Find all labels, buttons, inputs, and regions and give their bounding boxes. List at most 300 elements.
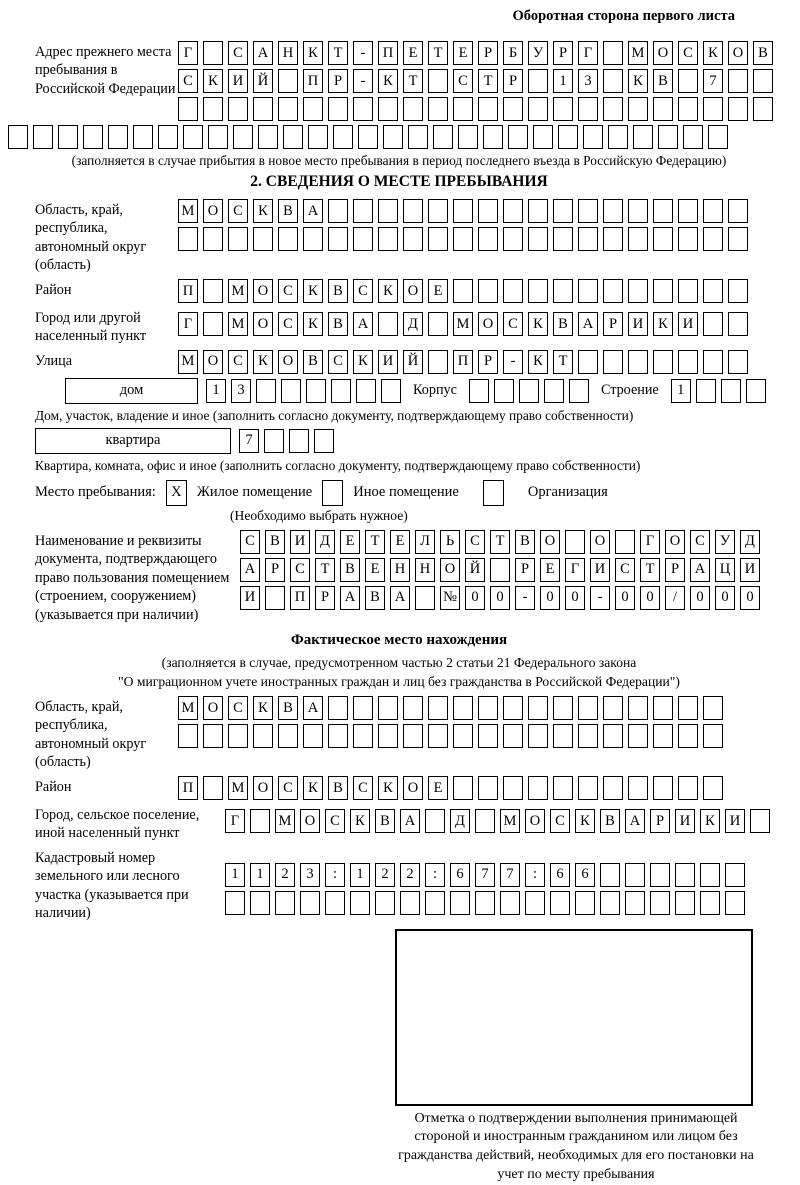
char-cell[interactable]: Г [565, 558, 585, 582]
char-cell[interactable]: К [253, 199, 273, 223]
char-cell[interactable]: П [178, 776, 198, 800]
char-cell[interactable] [478, 776, 498, 800]
char-cell[interactable] [578, 696, 598, 720]
char-cell[interactable] [478, 199, 498, 223]
char-cell[interactable]: С [615, 558, 635, 582]
char-cell[interactable] [653, 724, 673, 748]
char-cell[interactable] [278, 724, 298, 748]
char-cell[interactable]: В [340, 558, 360, 582]
char-cell[interactable] [265, 586, 285, 610]
char-cell[interactable]: А [303, 199, 323, 223]
char-cell[interactable] [490, 558, 510, 582]
char-cell[interactable] [428, 227, 448, 251]
char-cell[interactable]: Т [328, 41, 348, 65]
char-cell[interactable] [628, 227, 648, 251]
char-cell[interactable]: 2 [400, 863, 420, 887]
char-cell[interactable] [503, 776, 523, 800]
char-cell[interactable] [303, 97, 323, 121]
char-cell[interactable] [678, 350, 698, 374]
char-cell[interactable] [478, 696, 498, 720]
char-cell[interactable] [603, 724, 623, 748]
char-cell[interactable] [675, 891, 695, 915]
char-cell[interactable] [628, 776, 648, 800]
char-cell[interactable] [575, 891, 595, 915]
char-cell[interactable]: И [590, 558, 610, 582]
char-cell[interactable]: К [528, 312, 548, 336]
char-cell[interactable]: М [178, 350, 198, 374]
char-cell[interactable]: 0 [490, 586, 510, 610]
char-cell[interactable]: К [628, 69, 648, 93]
char-cell[interactable] [578, 279, 598, 303]
char-cell[interactable]: П [178, 279, 198, 303]
char-cell[interactable]: / [665, 586, 685, 610]
char-cell[interactable]: 3 [231, 379, 251, 403]
char-cell[interactable] [253, 724, 273, 748]
char-cell[interactable] [203, 279, 223, 303]
char-cell[interactable] [425, 891, 445, 915]
char-cell[interactable]: С [278, 312, 298, 336]
char-cell[interactable]: О [665, 530, 685, 554]
char-cell[interactable]: В [600, 809, 620, 833]
char-cell[interactable] [453, 97, 473, 121]
char-cell[interactable] [528, 696, 548, 720]
char-cell[interactable] [753, 97, 773, 121]
char-cell[interactable]: 0 [565, 586, 585, 610]
char-cell[interactable] [228, 724, 248, 748]
char-cell[interactable] [256, 379, 276, 403]
char-cell[interactable]: Н [278, 41, 298, 65]
char-cell[interactable] [653, 776, 673, 800]
char-cell[interactable]: : [325, 863, 345, 887]
char-cell[interactable]: Н [390, 558, 410, 582]
char-cell[interactable]: М [628, 41, 648, 65]
char-cell[interactable] [753, 69, 773, 93]
char-cell[interactable] [178, 724, 198, 748]
char-cell[interactable] [203, 312, 223, 336]
char-cell[interactable]: Е [390, 530, 410, 554]
char-cell[interactable]: С [465, 530, 485, 554]
char-cell[interactable]: Г [178, 41, 198, 65]
char-cell[interactable]: О [403, 776, 423, 800]
char-cell[interactable] [725, 891, 745, 915]
char-cell[interactable] [403, 724, 423, 748]
char-cell[interactable]: В [303, 350, 323, 374]
char-cell[interactable]: 0 [615, 586, 635, 610]
char-cell[interactable]: К [378, 279, 398, 303]
char-cell[interactable]: Ь [440, 530, 460, 554]
char-cell[interactable] [550, 891, 570, 915]
char-cell[interactable] [703, 776, 723, 800]
char-cell[interactable]: О [403, 279, 423, 303]
char-cell[interactable] [528, 69, 548, 93]
char-cell[interactable] [703, 279, 723, 303]
char-cell[interactable] [653, 227, 673, 251]
char-cell[interactable] [353, 227, 373, 251]
char-cell[interactable] [428, 199, 448, 223]
char-cell[interactable]: Г [578, 41, 598, 65]
char-cell[interactable] [300, 891, 320, 915]
char-cell[interactable] [678, 279, 698, 303]
char-cell[interactable] [653, 350, 673, 374]
char-cell[interactable]: Г [178, 312, 198, 336]
char-cell[interactable]: О [203, 696, 223, 720]
char-cell[interactable] [458, 125, 478, 149]
char-cell[interactable]: С [228, 696, 248, 720]
char-cell[interactable]: - [590, 586, 610, 610]
char-cell[interactable] [333, 125, 353, 149]
char-cell[interactable] [728, 279, 748, 303]
char-cell[interactable] [600, 891, 620, 915]
char-cell[interactable] [578, 199, 598, 223]
char-cell[interactable]: А [340, 586, 360, 610]
char-cell[interactable]: О [440, 558, 460, 582]
char-cell[interactable] [678, 97, 698, 121]
char-cell[interactable]: А [625, 809, 645, 833]
checkbox-zhiloe[interactable]: X [166, 480, 187, 506]
char-cell[interactable]: С [278, 776, 298, 800]
char-cell[interactable] [308, 125, 328, 149]
char-cell[interactable] [603, 227, 623, 251]
char-cell[interactable]: Б [503, 41, 523, 65]
char-cell[interactable] [428, 696, 448, 720]
char-cell[interactable] [306, 379, 326, 403]
char-cell[interactable] [633, 125, 653, 149]
char-cell[interactable]: О [278, 350, 298, 374]
char-cell[interactable]: 6 [575, 863, 595, 887]
char-cell[interactable] [378, 97, 398, 121]
char-cell[interactable] [378, 724, 398, 748]
char-cell[interactable]: С [228, 199, 248, 223]
char-cell[interactable] [628, 350, 648, 374]
char-cell[interactable]: 0 [740, 586, 760, 610]
char-cell[interactable] [228, 97, 248, 121]
char-cell[interactable]: 1 [206, 379, 226, 403]
char-cell[interactable] [478, 97, 498, 121]
char-cell[interactable]: Е [403, 41, 423, 65]
char-cell[interactable] [565, 530, 585, 554]
char-cell[interactable]: С [178, 69, 198, 93]
char-cell[interactable] [283, 125, 303, 149]
char-cell[interactable] [253, 227, 273, 251]
char-cell[interactable] [328, 724, 348, 748]
char-cell[interactable] [703, 227, 723, 251]
char-cell[interactable] [453, 776, 473, 800]
char-cell[interactable] [353, 696, 373, 720]
char-cell[interactable] [469, 379, 489, 403]
char-cell[interactable]: Е [340, 530, 360, 554]
char-cell[interactable] [528, 227, 548, 251]
char-cell[interactable] [678, 696, 698, 720]
char-cell[interactable]: В [653, 69, 673, 93]
char-cell[interactable] [533, 125, 553, 149]
char-cell[interactable]: И [228, 69, 248, 93]
char-cell[interactable]: - [515, 586, 535, 610]
char-cell[interactable] [453, 227, 473, 251]
char-cell[interactable] [253, 97, 273, 121]
char-cell[interactable]: Д [740, 530, 760, 554]
char-cell[interactable]: : [525, 863, 545, 887]
char-cell[interactable] [628, 724, 648, 748]
char-cell[interactable]: № [440, 586, 460, 610]
char-cell[interactable]: Т [640, 558, 660, 582]
char-cell[interactable]: О [653, 41, 673, 65]
char-cell[interactable] [428, 724, 448, 748]
char-cell[interactable] [678, 724, 698, 748]
char-cell[interactable] [328, 199, 348, 223]
char-cell[interactable]: 1 [553, 69, 573, 93]
char-cell[interactable] [353, 724, 373, 748]
char-cell[interactable] [603, 776, 623, 800]
char-cell[interactable] [8, 125, 28, 149]
char-cell[interactable] [703, 696, 723, 720]
char-cell[interactable]: Р [328, 69, 348, 93]
char-cell[interactable] [721, 379, 741, 403]
char-cell[interactable]: Н [415, 558, 435, 582]
char-cell[interactable] [746, 379, 766, 403]
char-cell[interactable]: 0 [640, 586, 660, 610]
char-cell[interactable]: О [525, 809, 545, 833]
char-cell[interactable]: К [350, 809, 370, 833]
char-cell[interactable]: - [353, 41, 373, 65]
char-cell[interactable]: 2 [375, 863, 395, 887]
char-cell[interactable] [403, 696, 423, 720]
char-cell[interactable] [178, 97, 198, 121]
char-cell[interactable] [703, 312, 723, 336]
char-cell[interactable] [728, 227, 748, 251]
char-cell[interactable] [700, 863, 720, 887]
char-cell[interactable] [578, 724, 598, 748]
char-cell[interactable] [178, 227, 198, 251]
char-cell[interactable] [628, 97, 648, 121]
char-cell[interactable]: 3 [578, 69, 598, 93]
char-cell[interactable]: А [253, 41, 273, 65]
char-cell[interactable]: К [353, 350, 373, 374]
char-cell[interactable] [615, 530, 635, 554]
char-cell[interactable]: К [303, 279, 323, 303]
char-cell[interactable] [358, 125, 378, 149]
char-cell[interactable] [278, 97, 298, 121]
char-cell[interactable] [728, 69, 748, 93]
char-cell[interactable] [525, 891, 545, 915]
char-cell[interactable] [678, 69, 698, 93]
char-cell[interactable] [328, 227, 348, 251]
char-cell[interactable] [378, 199, 398, 223]
char-cell[interactable] [696, 379, 716, 403]
char-cell[interactable]: А [240, 558, 260, 582]
char-cell[interactable]: О [253, 312, 273, 336]
char-cell[interactable]: С [325, 809, 345, 833]
char-cell[interactable] [328, 696, 348, 720]
char-cell[interactable]: О [590, 530, 610, 554]
char-cell[interactable] [203, 97, 223, 121]
char-cell[interactable]: М [178, 696, 198, 720]
char-cell[interactable]: У [715, 530, 735, 554]
char-cell[interactable] [625, 863, 645, 887]
char-cell[interactable] [378, 227, 398, 251]
char-cell[interactable] [528, 97, 548, 121]
char-cell[interactable] [208, 125, 228, 149]
char-cell[interactable]: Л [415, 530, 435, 554]
char-cell[interactable]: С [240, 530, 260, 554]
char-cell[interactable] [453, 279, 473, 303]
char-cell[interactable] [183, 125, 203, 149]
char-cell[interactable] [628, 696, 648, 720]
char-cell[interactable]: О [478, 312, 498, 336]
char-cell[interactable]: А [578, 312, 598, 336]
char-cell[interactable] [658, 125, 678, 149]
char-cell[interactable]: А [390, 586, 410, 610]
char-cell[interactable]: Д [403, 312, 423, 336]
char-cell[interactable] [653, 279, 673, 303]
char-cell[interactable] [528, 724, 548, 748]
char-cell[interactable]: У [528, 41, 548, 65]
char-cell[interactable] [428, 312, 448, 336]
char-cell[interactable] [250, 809, 270, 833]
char-cell[interactable] [700, 891, 720, 915]
char-cell[interactable]: 1 [671, 379, 691, 403]
char-cell[interactable] [450, 891, 470, 915]
char-cell[interactable] [478, 227, 498, 251]
char-cell[interactable] [378, 312, 398, 336]
char-cell[interactable]: В [515, 530, 535, 554]
char-cell[interactable] [553, 97, 573, 121]
char-cell[interactable] [428, 350, 448, 374]
char-cell[interactable]: С [503, 312, 523, 336]
char-cell[interactable] [33, 125, 53, 149]
char-cell[interactable] [381, 379, 401, 403]
char-cell[interactable] [403, 97, 423, 121]
char-cell[interactable] [703, 199, 723, 223]
char-cell[interactable] [703, 97, 723, 121]
char-cell[interactable] [728, 350, 748, 374]
char-cell[interactable] [678, 227, 698, 251]
char-cell[interactable] [203, 227, 223, 251]
char-cell[interactable] [703, 350, 723, 374]
char-cell[interactable] [478, 724, 498, 748]
char-cell[interactable]: Р [265, 558, 285, 582]
char-cell[interactable] [453, 696, 473, 720]
char-cell[interactable]: С [228, 350, 248, 374]
char-cell[interactable]: 7 [239, 429, 259, 453]
char-cell[interactable] [233, 125, 253, 149]
char-cell[interactable] [314, 429, 334, 453]
char-cell[interactable]: 7 [500, 863, 520, 887]
char-cell[interactable]: 1 [225, 863, 245, 887]
char-cell[interactable]: 7 [475, 863, 495, 887]
char-cell[interactable]: Е [540, 558, 560, 582]
char-cell[interactable] [728, 97, 748, 121]
char-cell[interactable]: В [328, 776, 348, 800]
char-cell[interactable] [544, 379, 564, 403]
char-cell[interactable]: 1 [350, 863, 370, 887]
char-cell[interactable] [400, 891, 420, 915]
char-cell[interactable]: 0 [690, 586, 710, 610]
char-cell[interactable]: О [253, 776, 273, 800]
char-cell[interactable] [528, 279, 548, 303]
char-cell[interactable] [553, 724, 573, 748]
char-cell[interactable] [353, 199, 373, 223]
char-cell[interactable] [133, 125, 153, 149]
char-cell[interactable] [608, 125, 628, 149]
char-cell[interactable] [678, 776, 698, 800]
char-cell[interactable]: А [303, 696, 323, 720]
char-cell[interactable]: С [453, 69, 473, 93]
char-cell[interactable]: М [178, 199, 198, 223]
char-cell[interactable]: М [453, 312, 473, 336]
char-cell[interactable] [603, 350, 623, 374]
char-cell[interactable] [725, 863, 745, 887]
char-cell[interactable] [553, 199, 573, 223]
char-cell[interactable]: Р [553, 41, 573, 65]
char-cell[interactable] [278, 227, 298, 251]
char-cell[interactable] [328, 97, 348, 121]
char-cell[interactable] [428, 97, 448, 121]
char-cell[interactable] [383, 125, 403, 149]
char-cell[interactable] [203, 724, 223, 748]
char-cell[interactable] [603, 279, 623, 303]
char-cell[interactable]: С [328, 350, 348, 374]
char-cell[interactable] [578, 227, 598, 251]
char-cell[interactable]: Т [478, 69, 498, 93]
char-cell[interactable]: В [328, 312, 348, 336]
char-cell[interactable]: Й [253, 69, 273, 93]
char-cell[interactable]: А [353, 312, 373, 336]
char-cell[interactable]: В [278, 696, 298, 720]
char-cell[interactable] [728, 312, 748, 336]
char-cell[interactable] [289, 429, 309, 453]
char-cell[interactable] [203, 41, 223, 65]
char-cell[interactable]: С [353, 279, 373, 303]
char-cell[interactable]: В [553, 312, 573, 336]
char-cell[interactable] [503, 227, 523, 251]
char-cell[interactable]: С [353, 776, 373, 800]
char-cell[interactable]: К [703, 41, 723, 65]
char-cell[interactable]: Е [453, 41, 473, 65]
char-cell[interactable] [478, 279, 498, 303]
char-cell[interactable] [553, 279, 573, 303]
char-cell[interactable] [483, 125, 503, 149]
char-cell[interactable] [675, 863, 695, 887]
char-cell[interactable]: О [300, 809, 320, 833]
char-cell[interactable] [603, 69, 623, 93]
char-cell[interactable]: Т [315, 558, 335, 582]
char-cell[interactable] [503, 696, 523, 720]
char-cell[interactable] [403, 199, 423, 223]
char-cell[interactable] [331, 379, 351, 403]
char-cell[interactable] [503, 279, 523, 303]
char-cell[interactable]: К [378, 776, 398, 800]
char-cell[interactable]: П [378, 41, 398, 65]
char-cell[interactable]: 0 [540, 586, 560, 610]
char-cell[interactable]: С [550, 809, 570, 833]
char-cell[interactable] [508, 125, 528, 149]
char-cell[interactable]: Р [665, 558, 685, 582]
char-cell[interactable] [403, 227, 423, 251]
char-cell[interactable]: Р [478, 350, 498, 374]
char-cell[interactable]: К [528, 350, 548, 374]
char-cell[interactable] [275, 891, 295, 915]
char-cell[interactable] [528, 776, 548, 800]
char-cell[interactable] [558, 125, 578, 149]
char-cell[interactable]: К [303, 312, 323, 336]
char-cell[interactable] [703, 724, 723, 748]
char-cell[interactable]: Р [478, 41, 498, 65]
char-cell[interactable] [653, 696, 673, 720]
char-cell[interactable]: Й [465, 558, 485, 582]
char-cell[interactable] [356, 379, 376, 403]
char-cell[interactable]: И [678, 312, 698, 336]
char-cell[interactable] [325, 891, 345, 915]
